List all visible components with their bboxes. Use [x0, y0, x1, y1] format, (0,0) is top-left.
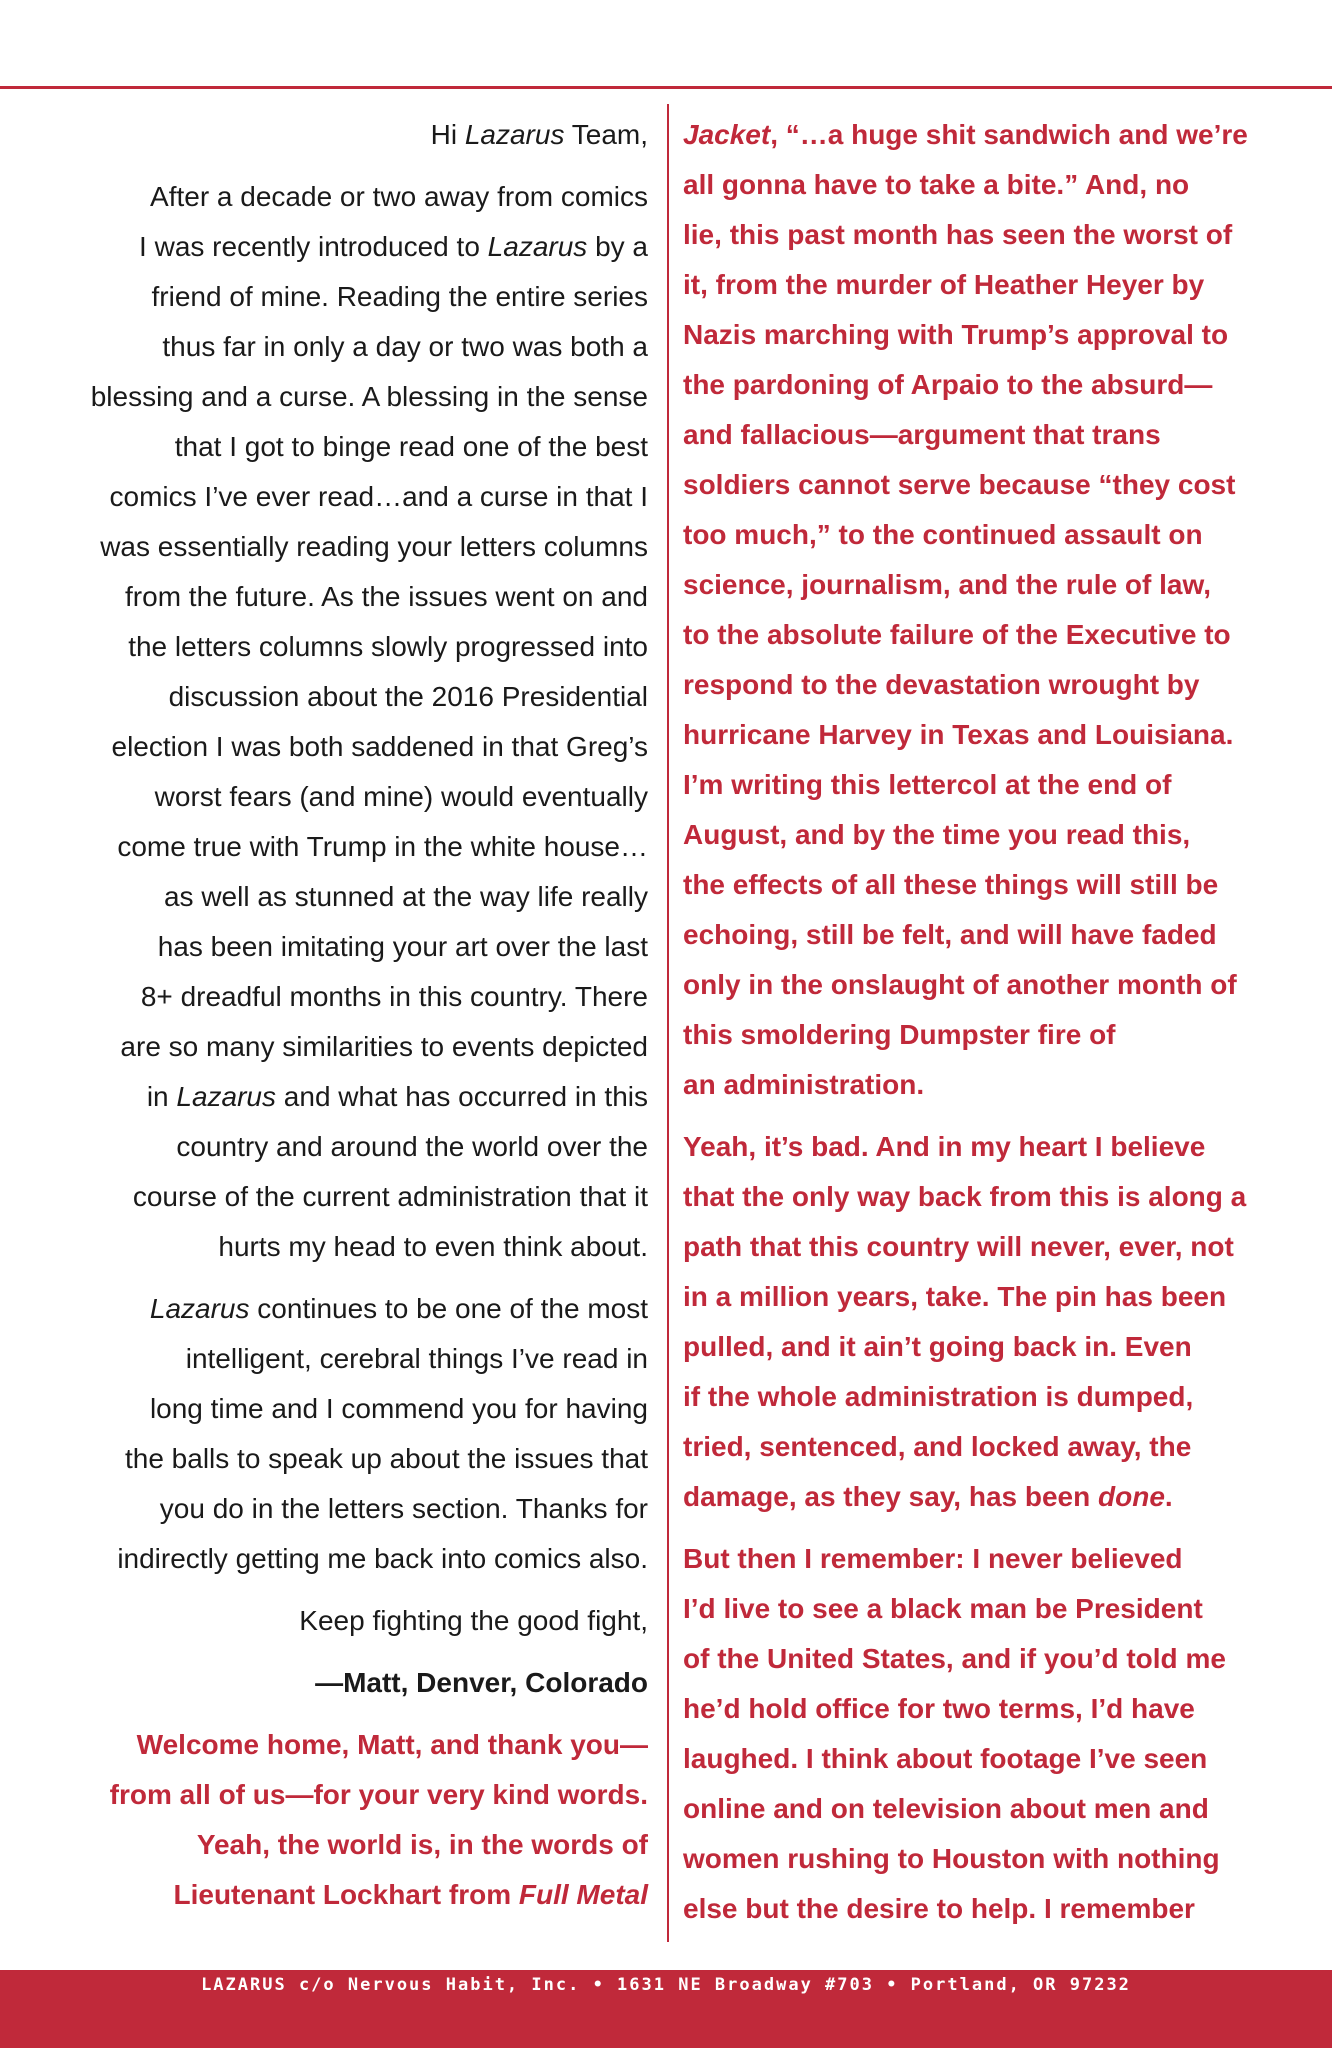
line-text: Keep fighting the good fight, — [299, 1605, 648, 1636]
left-column — [40, 110, 648, 1932]
text-line — [40, 872, 648, 922]
italic-text: Lazarus — [176, 1081, 277, 1112]
line-text: lie, this past month has seen the worst of — [683, 219, 1233, 250]
line-text: continues to be one of the most — [249, 1293, 648, 1324]
italic-text: Jacket — [683, 119, 771, 150]
line-text: the effects of all these things will still be — [683, 869, 1219, 900]
text-line — [40, 272, 648, 322]
text-line — [40, 422, 648, 472]
text-line — [683, 1472, 1293, 1522]
text-line — [683, 1884, 1293, 1934]
text-line — [40, 572, 648, 622]
text-line — [683, 160, 1293, 210]
italic-text: done — [1098, 1481, 1165, 1512]
text-line — [40, 922, 648, 972]
right-column — [683, 110, 1293, 1946]
text-line — [683, 1060, 1293, 1110]
line-text: the balls to speak up about the issues that — [124, 1443, 648, 1474]
text-line — [683, 660, 1293, 710]
text-line — [40, 522, 648, 572]
text-line — [683, 1010, 1293, 1060]
line-text: if the whole administration is dumped, — [683, 1381, 1194, 1412]
text-line — [683, 1272, 1293, 1322]
line-text: country and around the world over the — [176, 1131, 648, 1162]
line-text: all gonna have to take a bite.” And, no — [683, 169, 1190, 200]
line-text: that I got to binge read one of the best — [174, 431, 648, 462]
text-line — [40, 372, 648, 422]
text-line — [683, 910, 1293, 960]
line-text: August, and by the time you read this, — [683, 819, 1191, 850]
text-line — [40, 322, 648, 372]
text-line — [683, 860, 1293, 910]
text-line — [40, 1484, 648, 1534]
letter-signature — [40, 1658, 648, 1708]
line-text: But then I remember: I never believed — [683, 1543, 1183, 1574]
text-line — [40, 1222, 648, 1272]
text-line — [683, 410, 1293, 460]
letter-paragraph-2 — [40, 1284, 648, 1584]
text-line — [683, 1222, 1293, 1272]
text-line — [683, 1584, 1293, 1634]
top-rule — [0, 86, 1332, 89]
text-line — [683, 1834, 1293, 1884]
line-text: respond to the devastation wrought by — [683, 669, 1200, 700]
italic-text: Lazarus — [149, 1293, 250, 1324]
column-divider — [667, 104, 669, 1942]
line-text: comics I’ve ever read…and a curse in that I — [109, 481, 648, 512]
text-line — [40, 722, 648, 772]
line-text: Welcome home, Matt, and thank you— — [136, 1729, 648, 1760]
text-line — [40, 1720, 648, 1770]
line-text: Yeah, the world is, in the words of — [196, 1829, 648, 1860]
text-line — [683, 1322, 1293, 1372]
italic-text: Lazarus — [464, 119, 565, 150]
text-line — [683, 210, 1293, 260]
reply-paragraph-3 — [683, 1534, 1293, 1934]
line-text: Team, — [564, 119, 648, 150]
text-line — [40, 1596, 648, 1646]
line-text: —Matt, Denver, Colorado — [315, 1667, 648, 1698]
line-text: echoing, still be felt, and will have faded — [683, 919, 1217, 950]
line-text: to the absolute failure of the Executive to — [683, 619, 1231, 650]
line-text: tried, sentenced, and locked away, the — [683, 1431, 1192, 1462]
text-line — [683, 1634, 1293, 1684]
line-text: laughed. I think about footage I’ve seen — [683, 1743, 1208, 1774]
text-line — [40, 1122, 648, 1172]
text-line — [683, 810, 1293, 860]
text-line — [683, 1784, 1293, 1834]
line-text: path that this country will never, ever, not — [683, 1231, 1234, 1262]
line-text: I’d live to see a black man be President — [683, 1593, 1203, 1624]
line-text: . — [1164, 1481, 1173, 1512]
text-line — [40, 1434, 648, 1484]
letter-closing — [40, 1596, 648, 1646]
letter-paragraph-1 — [40, 172, 648, 1272]
text-line — [40, 1022, 648, 1072]
text-line — [683, 760, 1293, 810]
line-text: election I was both saddened in that Greg’s — [111, 731, 648, 762]
text-line — [40, 972, 648, 1022]
line-text: the pardoning of Arpaio to the absurd— — [683, 369, 1213, 400]
text-line — [683, 560, 1293, 610]
text-line — [683, 1734, 1293, 1784]
line-text: else but the desire to help. I remember — [683, 1893, 1195, 1924]
line-text: hurricane Harvey in Texas and Louisiana. — [683, 719, 1234, 750]
text-line — [40, 1384, 648, 1434]
letter-greeting — [40, 110, 648, 160]
text-line — [40, 1870, 648, 1920]
reply-paragraph-1 — [683, 110, 1293, 1110]
italic-text: Full Metal — [518, 1879, 648, 1910]
text-line — [683, 110, 1293, 160]
text-line — [40, 1820, 648, 1870]
line-text: this smoldering Dumpster fire of — [683, 1019, 1116, 1050]
line-text: he’d hold office for two terms, I’d have — [683, 1693, 1195, 1724]
text-line — [40, 222, 648, 272]
text-line — [683, 260, 1293, 310]
line-text: I was recently introduced to — [139, 231, 488, 262]
text-line — [40, 1284, 648, 1334]
line-text: in a million years, take. The pin has been — [683, 1281, 1227, 1312]
text-line — [40, 1334, 648, 1384]
line-text: blessing and a curse. A blessing in the sense — [90, 381, 648, 412]
line-text: from the future. As the issues went on and — [125, 581, 648, 612]
text-line — [683, 1372, 1293, 1422]
text-line — [683, 610, 1293, 660]
line-text: by a — [587, 231, 648, 262]
line-text: thus far in only a day or two was both a — [162, 331, 648, 362]
text-line — [683, 960, 1293, 1010]
line-text: intelligent, cerebral things I’ve read in — [185, 1343, 648, 1374]
italic-text: Lazarus — [487, 231, 588, 262]
line-text: Yeah, it’s bad. And in my heart I believe — [683, 1131, 1206, 1162]
line-text: you do in the letters section. Thanks for — [159, 1493, 648, 1524]
line-text: in — [146, 1081, 177, 1112]
editor-reply-start — [40, 1720, 648, 1920]
line-text: from all of us—for your very kind words. — [109, 1779, 648, 1810]
line-text: of the United States, and if you’d told me — [683, 1643, 1226, 1674]
text-line — [40, 172, 648, 222]
line-text: long time and I commend you for having — [149, 1393, 648, 1424]
line-text: has been imitating your art over the last — [157, 931, 648, 962]
text-line — [683, 1172, 1293, 1222]
line-text: only in the onslaught of another month of — [683, 969, 1237, 1000]
text-line — [683, 1534, 1293, 1584]
footer-address: LAZARUS c/o Nervous Habit, Inc. • 1631 NE Broadway #703 • Portland, OR 97232 — [201, 1975, 1131, 1995]
line-text: women rushing to Houston with nothing — [683, 1843, 1220, 1874]
line-text: course of the current administration that it — [132, 1181, 648, 1212]
line-text: soldiers cannot serve because “they cost — [683, 469, 1236, 500]
line-text: worst fears (and mine) would eventually — [154, 781, 648, 812]
line-text: , “…a huge shit sandwich and we’re — [770, 119, 1248, 150]
line-text: friend of mine. Reading the entire series — [151, 281, 648, 312]
line-text: Hi — [430, 119, 465, 150]
text-line — [40, 672, 648, 722]
text-line — [683, 460, 1293, 510]
text-line — [40, 1172, 648, 1222]
line-text: discussion about the 2016 Presidential — [168, 681, 648, 712]
text-line — [40, 772, 648, 822]
text-line — [683, 360, 1293, 410]
line-text: come true with Trump in the white house… — [117, 831, 648, 862]
text-line — [40, 1534, 648, 1584]
line-text: and what has occurred in this — [276, 1081, 648, 1112]
text-line — [683, 510, 1293, 560]
line-text: hurts my head to even think about. — [218, 1231, 648, 1262]
line-text: After a decade or two away from comics — [150, 181, 648, 212]
line-text: Lieutenant Lockhart from — [173, 1879, 519, 1910]
line-text: pulled, and it ain’t going back in. Even — [683, 1331, 1192, 1362]
text-line — [40, 822, 648, 872]
line-text: that the only way back from this is along a — [683, 1181, 1247, 1212]
line-text: was essentially reading your letters columns — [100, 531, 648, 562]
line-text: Nazis marching with Trump’s approval to — [683, 319, 1229, 350]
line-text: as well as stunned at the way life really — [163, 881, 648, 912]
text-line — [40, 1658, 648, 1708]
text-line — [683, 1122, 1293, 1172]
text-line — [40, 1072, 648, 1122]
line-text: I’m writing this lettercol at the end of — [683, 769, 1172, 800]
text-line — [40, 110, 648, 160]
line-text: 8+ dreadful months in this country. There — [140, 981, 648, 1012]
text-line — [683, 710, 1293, 760]
text-line — [40, 1770, 648, 1820]
text-line — [683, 1422, 1293, 1472]
text-line — [40, 622, 648, 672]
line-text: too much,” to the continued assault on — [683, 519, 1203, 550]
line-text: an administration. — [683, 1069, 925, 1100]
line-text: damage, as they say, has been — [683, 1481, 1099, 1512]
text-line — [683, 1684, 1293, 1734]
line-text: are so many similarities to events depicted — [120, 1031, 648, 1062]
line-text: the letters columns slowly progressed into — [128, 631, 648, 662]
text-line — [683, 310, 1293, 360]
line-text: science, journalism, and the rule of law, — [683, 569, 1211, 600]
line-text: indirectly getting me back into comics also. — [117, 1543, 648, 1574]
line-text: and fallacious—argument that trans — [683, 419, 1161, 450]
reply-paragraph-2 — [683, 1122, 1293, 1522]
text-line — [40, 472, 648, 522]
line-text: it, from the murder of Heather Heyer by — [683, 269, 1205, 300]
line-text: online and on television about men and — [683, 1793, 1209, 1824]
